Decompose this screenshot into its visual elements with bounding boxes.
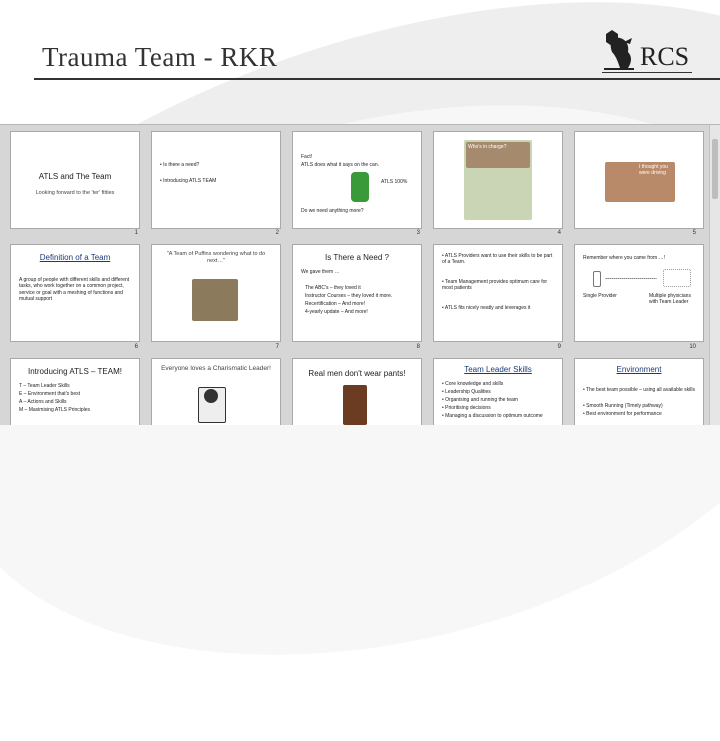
slide-number: 2 <box>275 230 279 236</box>
slide-bullet: • ATLS fits nicely neatly and leverages it <box>442 305 531 311</box>
title-divider <box>34 78 720 80</box>
slide-text: M – Maximising ATLS Principles <box>19 407 91 413</box>
scrollbar-thumb[interactable] <box>712 139 718 199</box>
arrow-icon <box>605 278 657 279</box>
slide-thumbnail-1[interactable] <box>10 131 140 229</box>
slide-number: 10 <box>689 344 696 350</box>
slide-body: A group of people with different skills and different tasks, who work together on a common project, service or goal with a meshing of functions and mutual support <box>19 277 130 302</box>
paint-can-image <box>351 172 369 202</box>
slide-bullet: • The best team possible – using all available skills <box>583 387 695 393</box>
stick-figure-icon <box>593 271 601 287</box>
puffins-photo <box>192 279 238 321</box>
slide-title: Definition of a Team <box>39 253 111 262</box>
slide-title: Everyone loves a Charismatic Leader! <box>161 365 271 372</box>
slide-number: 9 <box>557 344 561 350</box>
slide-caption: I thought you were driving <box>639 164 668 177</box>
slide-text: Remember where you came from …! <box>583 255 665 261</box>
slide-bullet: • Is there a need? <box>160 162 200 168</box>
slide-title: "A Team of Puffins wondering what to do next…" <box>166 251 266 264</box>
slide-text: A – Actions and Skills <box>19 399 67 405</box>
slide-thumbnail-7[interactable] <box>151 244 281 342</box>
slide-text: 4-yearly update – And more! <box>305 309 368 315</box>
bagpiper-photo <box>343 385 367 425</box>
slide-bullet: • Managing a discussion to optimum outcome <box>442 413 543 419</box>
slide-bullet: • Team Management provides optimum care for most patients <box>442 279 548 292</box>
slide-bullet: • Leadership Qualities <box>442 389 491 395</box>
slide-sorter <box>0 124 720 425</box>
slide-thumbnail-8[interactable] <box>292 244 422 342</box>
logo-underline <box>602 72 692 73</box>
slide-title: Real men don't wear pants! <box>308 369 406 378</box>
rcs-logo <box>600 28 696 76</box>
slide-bullet: • Core knowledge and skills <box>442 381 504 387</box>
slide-text: Fact! <box>301 154 313 160</box>
portrait-head <box>204 389 218 403</box>
slide-text: Instructor Courses – they loved it more. <box>305 293 393 299</box>
slide-title: Is There a Need ? <box>325 253 389 262</box>
slide-number: 7 <box>275 344 279 350</box>
vertical-scrollbar[interactable] <box>709 125 720 425</box>
slide-title: Team Leader Skills <box>464 365 532 374</box>
slide-text: E – Environment that's best <box>19 391 80 397</box>
slide-text: ATLS 100% <box>381 179 408 185</box>
logo-text: RCS <box>640 42 690 71</box>
slide-title: Environment <box>616 365 662 374</box>
team-figures-icon <box>663 269 691 287</box>
slide-bullet: • Prioritising decisions <box>442 405 491 411</box>
slide-title: Introducing ATLS – TEAM! <box>28 367 122 376</box>
slide-bullet: • Organising and running the team <box>442 397 518 403</box>
slide-text: T – Team Leader Skills <box>19 383 70 389</box>
slide-thumbnail-3[interactable] <box>292 131 422 229</box>
slide-text: Multiple physicians with Team Leader <box>649 293 691 306</box>
slide-thumbnail-10[interactable] <box>574 244 704 342</box>
slide-thumbnail-12[interactable] <box>151 358 281 425</box>
slide-text: Recertification – And more! <box>305 301 366 307</box>
slide-thumbnail-15[interactable] <box>574 358 704 425</box>
slide-bullet: • Best environment for performance <box>583 411 662 417</box>
slide-text: Do we need anything more? <box>301 208 364 214</box>
slide-subtitle: Looking forward to the 'ter' fitties <box>35 190 115 196</box>
slide-thumbnail-14[interactable] <box>433 358 563 425</box>
slide-number: 4 <box>557 230 561 236</box>
slide-text: We gave them … <box>301 269 340 275</box>
slide-text: Single Provider <box>583 293 617 299</box>
slide-thumbnail-6[interactable] <box>10 244 140 342</box>
slide-thumbnail-5[interactable] <box>574 131 704 229</box>
slide-bullet: • Smooth Running (Timely pathway) <box>583 403 663 409</box>
page-title: Trauma Team - RKR <box>42 42 278 72</box>
slide-thumbnail-4[interactable] <box>433 131 563 229</box>
slide-number: 1 <box>134 230 138 236</box>
slide-thumbnail-11[interactable] <box>10 358 140 425</box>
slide-text: ATLS does what it says on the can. <box>301 162 380 168</box>
slide-thumbnail-9[interactable] <box>433 244 563 342</box>
slide-number: 3 <box>416 230 420 236</box>
crest-icon <box>602 28 636 72</box>
slide-caption: Who's in charge? <box>468 144 507 150</box>
slide-number: 6 <box>134 344 138 350</box>
slide-bullet: • ATLS Providers want to use their skills to be part of a Team. <box>442 253 553 266</box>
slide-text: The ABC's – they loved it <box>305 285 361 291</box>
slide-number: 8 <box>416 344 420 350</box>
slide-title: ATLS and The Team <box>38 172 112 181</box>
slide-number: 5 <box>692 230 696 236</box>
slide-bullet: • Introducing ATLS TEAM <box>160 178 217 184</box>
slide-thumbnail-2[interactable] <box>151 131 281 229</box>
slide-thumbnail-13[interactable] <box>292 358 422 425</box>
